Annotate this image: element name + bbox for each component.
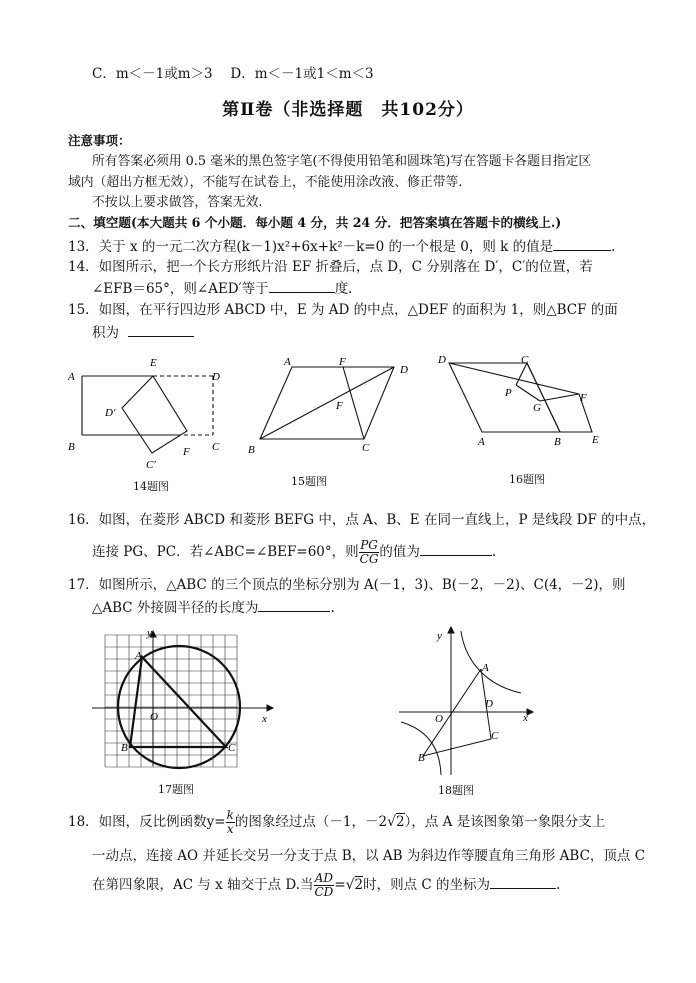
fig16-label-f: F	[580, 392, 587, 404]
question-17-line-2: △ABC 外接圆半径的长度为 .	[92, 597, 335, 618]
fraction-numerator: k	[226, 808, 234, 822]
fraction-denominator: CD	[314, 885, 334, 899]
question-18-text-a: 18．如图，反比例函数y=	[68, 814, 226, 830]
fig15-label-e: F	[339, 356, 346, 368]
figure-18	[395, 625, 545, 780]
question-16-line-2: 连接 PG、PC．若∠ABC=∠BEF=60°，则 $\frac{PG}{CG}$ 的值为 .	[92, 538, 497, 566]
fig16-label-a: A	[478, 436, 485, 448]
caption-figure-16: 16题图	[509, 473, 545, 486]
question-14-text-b: 度.	[334, 281, 353, 297]
fig17-label-b: B	[121, 742, 128, 754]
fig15-label-a: A	[284, 356, 291, 368]
figure-15	[244, 353, 414, 468]
question-16-line-1: 16．如图，在菱形 ABCD 和菱形 BEFG 中，点 A、B、E 在同一直线上，P 是线段 DF 的中点，	[68, 512, 656, 528]
notice-line-2: 域内（超出方框无效），不能写在试卷上，不能使用涂改液、修正带等.	[68, 175, 463, 190]
caption-figure-15: 15题图	[291, 475, 327, 488]
caption-figure-17: 17题图	[158, 783, 194, 796]
fig16-label-g: G	[533, 402, 541, 414]
figure-16	[432, 351, 612, 466]
fig17-label-x: x	[262, 713, 267, 725]
fig15-label-b: B	[248, 444, 255, 456]
question-options-line: C．m＜－1或m＞3 D．m＜－1或1＜m＜3	[92, 66, 374, 82]
fig18-label-c: C	[491, 730, 499, 742]
fraction-pg-cg	[359, 539, 380, 566]
fig15-label-f: F	[336, 400, 343, 412]
fig15-label-d: D	[400, 364, 408, 376]
question-15-line-1: 15．如图，在平行四边形 ABCD 中，E 为 AD 的中点，△DEF 的面积为 1，则△BCF 的面	[68, 302, 618, 318]
question-16-text-b: 的值为	[379, 544, 420, 560]
question-18-text-d: 在第四象限，AC 与 x 轴交于点 D.当	[92, 877, 314, 893]
fraction-k-over-x	[226, 809, 235, 836]
fig18-label-x: x	[523, 712, 528, 724]
answer-blank-16	[420, 541, 492, 556]
part-two-heading: 二、填空题(本大题共 6 个小题．每小题 4 分，共 24 分．把答案填在答题卡的横线上.)	[68, 215, 562, 230]
section-title: 第Ⅱ卷（非选择题 共102分）	[222, 100, 474, 120]
question-14-line-1: 14．如图所示，把一个长方形纸片沿 EF 折叠后，点 D，C 分别落在 D′，C′的位置，若	[68, 259, 593, 275]
notice-line-3: 不按以上要求做答，答案无效.	[92, 195, 263, 210]
sqrt-radicand: 2	[396, 814, 405, 830]
question-18-text-c: ），点 A 是该图象第一象限分支上	[404, 814, 606, 830]
answer-blank-17	[258, 597, 330, 612]
answer-blank-18	[490, 874, 556, 889]
fig14-label-d-prime: D′	[105, 407, 116, 419]
question-17-line-1: 17．如图所示，△ABC 的三个顶点的坐标分别为 A(－1，3)、B(－2，－2)、C(4，－2)，则	[68, 577, 626, 593]
fig18-label-a: A	[482, 662, 489, 674]
fig18-label-b: B	[418, 752, 425, 764]
fraction-numerator: AD	[314, 871, 334, 885]
question-18-text-b: 的图象经过点（－1，－2	[234, 814, 388, 830]
question-15-text: 积为	[92, 325, 119, 341]
question-18-line-1: 18．如图，反比例函数y= $\frac{k}{x}$ 的图象经过点（－1，－2√2），点 A 是该图象第一象限分支上	[68, 808, 606, 836]
fig17-label-o: O	[150, 711, 158, 723]
fraction-numerator: PG	[360, 538, 378, 552]
answer-blank-13	[553, 236, 611, 251]
figure-14	[62, 353, 232, 478]
fig14-label-b: B	[68, 441, 75, 453]
question-16-text-a: 连接 PG、PC．若∠ABC=∠BEF=60°，则	[92, 544, 359, 560]
fig14-label-a: A	[68, 371, 75, 383]
fraction-ad-cd	[314, 872, 335, 899]
sqrt-radicand-2: 2	[354, 877, 364, 893]
caption-figure-14: 14题图	[133, 480, 169, 493]
fig14-label-d: D	[212, 371, 220, 383]
fig14-label-c: C	[212, 441, 220, 453]
fig17-label-a: A	[135, 650, 142, 662]
fig18-label-y: y	[437, 630, 442, 642]
answer-blank-15	[128, 322, 194, 337]
question-18-text-e: 时，则点 C 的坐标为	[363, 877, 491, 893]
question-17-text: △ABC 外接圆半径的长度为	[92, 600, 259, 616]
fig18-label-o: O	[435, 713, 443, 725]
question-15-line-2	[92, 322, 194, 343]
fraction-denominator: x	[226, 822, 234, 836]
fig18-label-d: D	[485, 698, 493, 710]
question-13-text: 13．关于 x 的一元二次方程(k－1)x²+6x+k²－k=0 的一个根是 0，则 k 的值是	[68, 239, 554, 255]
question-18-line-3: 在第四象限，AC 与 x 轴交于点 D.当 $\frac{AD}{CD}$ =√2时，则点 C 的坐标为 .	[92, 871, 561, 899]
question-13: 13．关于 x 的一元二次方程(k－1)x²+6x+k²－k=0 的一个根是 0，则 k 的值是 .	[68, 236, 615, 257]
notice-heading: 注意事项：	[68, 133, 131, 148]
fig16-label-d: D	[438, 354, 446, 366]
figure-17	[92, 626, 282, 776]
fig16-label-b: B	[554, 436, 561, 448]
notice-line-1: 所有答案必须用 0.5 毫米的黑色签字笔(不得使用铅笔和圆珠笔)写在答题卡各题目指定区	[92, 154, 592, 169]
caption-figure-18: 18题图	[438, 784, 474, 797]
fig14-label-c-prime: C′	[146, 459, 156, 471]
answer-blank-14	[269, 278, 335, 293]
fig14-label-f: F	[183, 446, 190, 458]
fraction-denominator: CG	[359, 552, 379, 566]
question-14-text-a: ∠EFB＝65°，则∠AED′等于	[92, 281, 269, 297]
fig16-label-c: C	[521, 354, 529, 366]
question-14-line-2	[92, 278, 352, 299]
fig14-label-e: E	[150, 357, 157, 369]
fig16-label-p: P	[505, 387, 512, 399]
fig15-label-c: C	[362, 442, 370, 454]
question-18-equals: =	[334, 877, 346, 893]
question-18-line-2: 一动点，连接 AO 并延长交另一分支于点 B，以 AB 为斜边作等腰直角三角形 ABC，顶点 C	[92, 848, 646, 864]
fig17-label-y: y	[147, 627, 152, 639]
fig17-label-c: C	[228, 742, 236, 754]
fig16-label-e: E	[592, 434, 599, 446]
